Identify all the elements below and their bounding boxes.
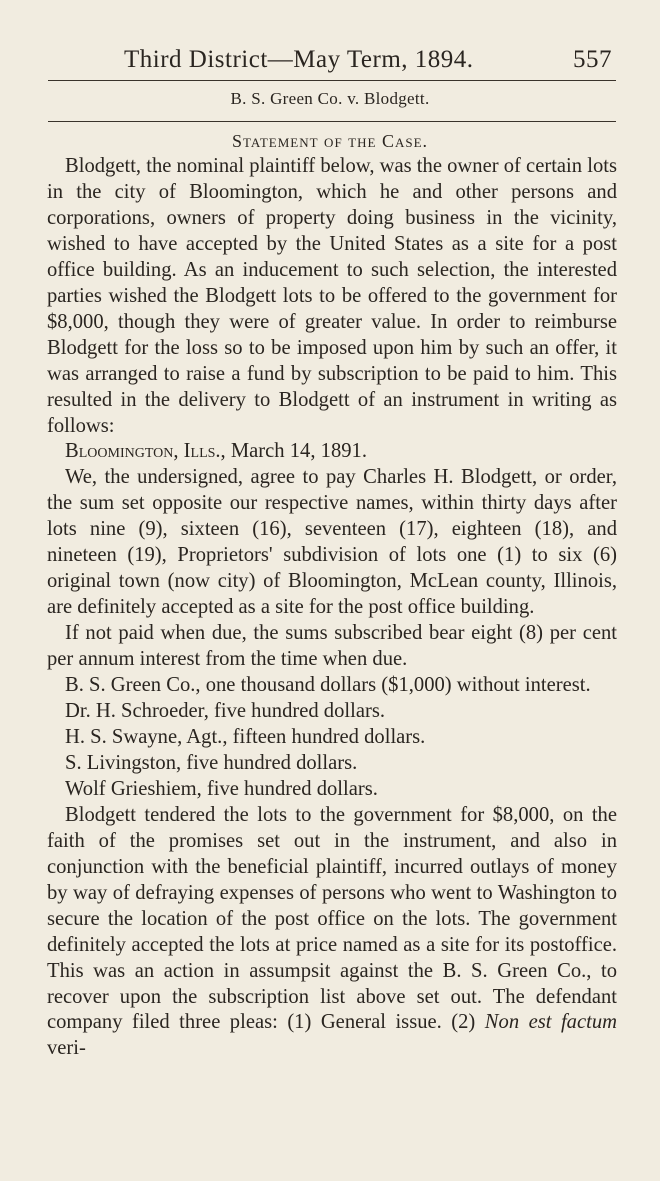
running-header-title: Third District—May Term, 1894. xyxy=(124,46,474,73)
paragraph-facts: Blodgett, the nominal plaintiff below, was the owner of certain lots in the city of Bloomington, which he and other persons and corporations, owners of property doing business in the vicinity, wished to have accepted by the United States as a site for a post office building. As an inducement to such selection, the interested parties wished the Blodgett lots to be offered to the government for $8,000, though they were of greater value. In order to reimburse Blodgett for the loss so to be imposed upon him by such an offer, it was arranged to raise a fund by subscription to be paid to him. This resulted in the delivery to Blodgett of an instrument in writing as follows: xyxy=(47,155,617,437)
section-heading: Statement of the Case. xyxy=(231,131,429,151)
instrument-date-line xyxy=(47,439,617,465)
non-est-factum: Non est factum xyxy=(484,1011,617,1034)
instrument-place: Bloomington, Ills., xyxy=(65,440,226,463)
body-text xyxy=(47,154,617,1062)
paragraph-agreement: We, the undersigned, agree to pay Charles H. Blodgett, or order, the sum set opposite our respective names, within thirty days after lots nine (9), sixteen (16), seventeen (17), eighteen (18), and nineteen (19), Proprietors' subdivision of lots one (1) to six (6) original town (now city) of Bloomington, McLean county, Illinois, are definitely accepted as a site for the post office building. xyxy=(47,466,617,619)
subscriber-line: Wolf Grieshiem, five hundred dollars. xyxy=(65,777,378,800)
paragraph-interest: If not paid when due, the sums subscribed bear eight (8) per cent per annum interest from the time when due. xyxy=(47,622,617,671)
header-rule xyxy=(48,80,616,81)
pleas-text: Blodgett tendered the lots to the government for $8,000, on the faith of the promises set out in the instrument, and also in conjunction with the beneficial plaintiff, incurred outlays of money by way of defraying expenses of persons who went to Washington to secure the location of the post office on the lots. The government definitely accepted the lots at price named as a site for its postoffice. This was an action in assumpsit against the B. S. Green Co., to recover upon the subscription list above set out. The defendant company filed three pleas: (1) General issue. (2) xyxy=(47,803,617,1034)
subscriber-line: B. S. Green Co., one thousand dollars ($1,000) without interest. xyxy=(65,674,591,697)
caption-rule xyxy=(48,121,616,122)
running-header xyxy=(48,40,618,80)
case-caption: B. S. Green Co. v. Blodgett. xyxy=(230,89,430,108)
pleas-continuation: veri- xyxy=(47,1037,86,1060)
subscriber-line: S. Livingston, five hundred dollars. xyxy=(65,751,358,774)
instrument-date: March 14, 1891. xyxy=(230,440,367,463)
subscriber-line: H. S. Swayne, Agt., fifteen hundred dollars. xyxy=(65,725,426,748)
page-number: 557 xyxy=(573,46,612,73)
subscriber-line: Dr. H. Schroeder, five hundred dollars. xyxy=(65,700,386,723)
paragraph-pleas xyxy=(47,803,617,1063)
